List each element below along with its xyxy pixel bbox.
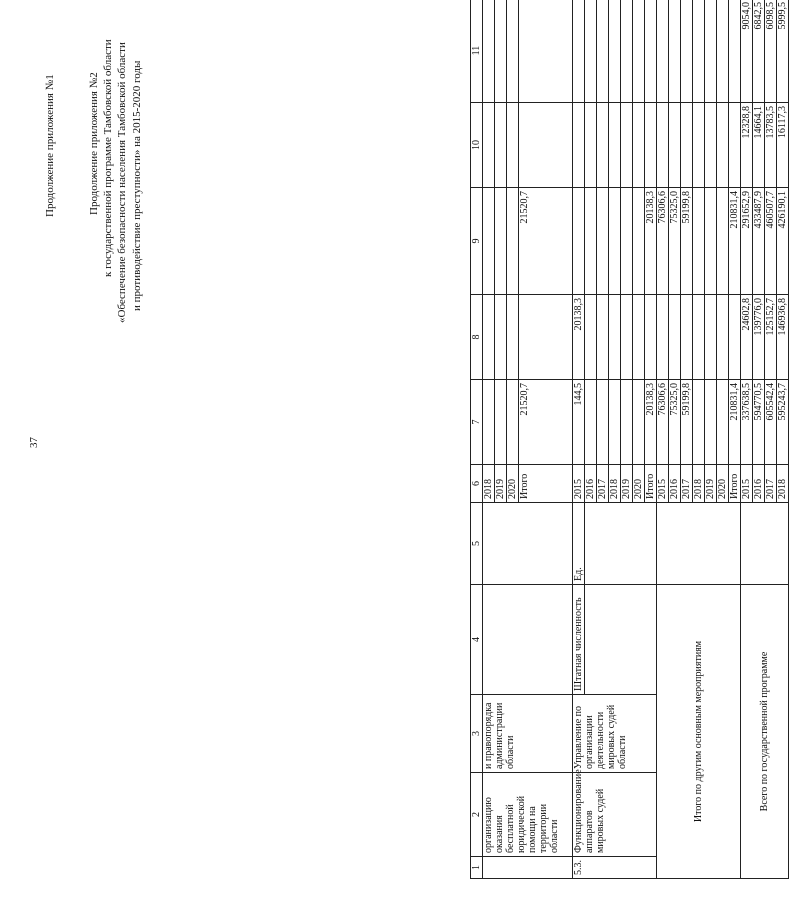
value-cell (729, 103, 741, 188)
year-cell: 2018 (693, 465, 705, 503)
col-number: 11 (471, 0, 483, 103)
continuation-appendix-1: Продолжение приложения №1 (44, 74, 56, 217)
year-cell: 2017 (681, 465, 693, 503)
value-cell: 146936,8 (777, 295, 789, 380)
table-row (483, 0, 495, 879)
value-cell (693, 188, 705, 295)
value-cell (693, 0, 705, 103)
value-cell: 337638,5 (741, 380, 753, 465)
value-cell (705, 380, 717, 465)
value-cell: 426190,1 (777, 188, 789, 295)
value-cell (717, 188, 729, 295)
value-cell (669, 295, 681, 380)
col-number: 6 (471, 465, 483, 503)
col-number: 2 (471, 773, 483, 857)
value-cell (693, 103, 705, 188)
year-cell: 2016 (585, 465, 597, 503)
col-number: 3 (471, 695, 483, 773)
year-cell: 2015 (741, 465, 753, 503)
value-cell: 595243,7 (777, 380, 789, 465)
value-cell (717, 103, 729, 188)
col-number: 4 (471, 585, 483, 695)
col-number: 5 (471, 503, 483, 585)
year-cell: 2018 (483, 465, 495, 503)
value-cell (681, 0, 693, 103)
year-cell: 2017 (765, 465, 777, 503)
col-number: 7 (471, 380, 483, 465)
continuation-appendix-2: Продолжение приложения №2 (88, 72, 100, 215)
year-cell: 2016 (753, 465, 765, 503)
year-cell: Итого (729, 465, 741, 503)
page-number: 37 (28, 437, 40, 448)
program-line-2: «Обеспечение безопасности населения Тамбовской области (116, 42, 128, 323)
year-cell: 2020 (507, 465, 519, 503)
value-cell (729, 295, 741, 380)
value-cell: 291652,9 (741, 188, 753, 295)
value-cell: 460507,7 (765, 188, 777, 295)
value-cell (669, 103, 681, 188)
value-cell: 210831,4 (729, 380, 741, 465)
value-cell: 21520,7 (519, 188, 573, 295)
value-cell: 75325,0 (669, 188, 681, 295)
value-cell (705, 188, 717, 295)
responsible-executor: Управление по организации деятельности мировых судей области (573, 695, 657, 773)
value-cell: 14664,1 (753, 103, 765, 188)
value-cell: 76306,6 (657, 380, 669, 465)
year-cell: Итого (645, 465, 657, 503)
value-cell: 76306,6 (657, 188, 669, 295)
col-number: 8 (471, 295, 483, 380)
value-cell: 59199,8 (681, 380, 693, 465)
year-cell: 2020 (717, 465, 729, 503)
value-cell (705, 103, 717, 188)
value-cell (717, 295, 729, 380)
value-cell (729, 0, 741, 103)
indicator-name: Штатная численность (573, 585, 585, 695)
table-row (741, 0, 753, 879)
value-cell (681, 295, 693, 380)
value-cell (705, 0, 717, 103)
year-cell: 2018 (777, 465, 789, 503)
program-line-3: и противодействие преступности» на 2015-2020 годы (131, 60, 143, 311)
value-cell (657, 103, 669, 188)
value-cell: 9054,0 (741, 0, 753, 103)
value-cell: 6098,5 (765, 0, 777, 103)
other-measures-label: Итого по другим основным мероприятиям (657, 585, 741, 879)
value-cell (693, 295, 705, 380)
value-cell: 59199,8 (681, 188, 693, 295)
program-total-label: Всего по государственной программе (741, 585, 789, 879)
year-cell: 2018 (609, 465, 621, 503)
value-cell: 24602,8 (741, 295, 753, 380)
column-number-row (471, 0, 483, 879)
value-cell: 6842,5 (753, 0, 765, 103)
measure-number: 5.3. (573, 857, 657, 879)
value-cell: 20138,3 (573, 295, 585, 380)
program-line-1: к государственной программе Тамбовской области (102, 39, 114, 277)
value-cell (717, 0, 729, 103)
year-cell: 2019 (705, 465, 717, 503)
value-cell: 125152,7 (765, 295, 777, 380)
responsible-executor: и правопорядка администрации области (483, 695, 573, 773)
year-cell: 2015 (573, 465, 585, 503)
year-cell: 2016 (669, 465, 681, 503)
value-cell (657, 0, 669, 103)
year-cell: 2015 (657, 465, 669, 503)
value-cell: 20138,3 (645, 188, 657, 295)
value-cell (681, 103, 693, 188)
value-cell: 20138,3 (645, 380, 657, 465)
value-cell: 13783,5 (765, 103, 777, 188)
measure-name: Функционирование аппаратов мировых судей (573, 773, 657, 857)
value-cell: 5999,5 (777, 0, 789, 103)
value-cell: 139776,0 (753, 295, 765, 380)
value-cell (657, 295, 669, 380)
value-cell: 594770,5 (753, 380, 765, 465)
year-cell: Итого (519, 465, 573, 503)
budget-table (470, 0, 789, 879)
value-cell: 605542,4 (765, 380, 777, 465)
col-number: 1 (471, 857, 483, 879)
year-cell: 2020 (633, 465, 645, 503)
value-cell: 75325,0 (669, 380, 681, 465)
value-cell: 210831,4 (729, 188, 741, 295)
year-cell: 2019 (621, 465, 633, 503)
measure-description: организацию оказания бесплатной юридической помощи на территории области (483, 773, 573, 857)
value-cell (717, 380, 729, 465)
col-number: 10 (471, 103, 483, 188)
table-row (573, 0, 585, 879)
year-cell: 2019 (495, 465, 507, 503)
value-cell: 16117,3 (777, 103, 789, 188)
table-row (657, 0, 669, 879)
value-cell: 144,5 (573, 380, 585, 465)
value-cell: 21520,7 (519, 380, 573, 465)
value-cell (705, 295, 717, 380)
value-cell: 12328,8 (741, 103, 753, 188)
unit: Ед. (573, 503, 585, 585)
col-number: 9 (471, 188, 483, 295)
value-cell: 433487,9 (753, 188, 765, 295)
value-cell (669, 0, 681, 103)
year-cell: 2017 (597, 465, 609, 503)
value-cell (693, 380, 705, 465)
